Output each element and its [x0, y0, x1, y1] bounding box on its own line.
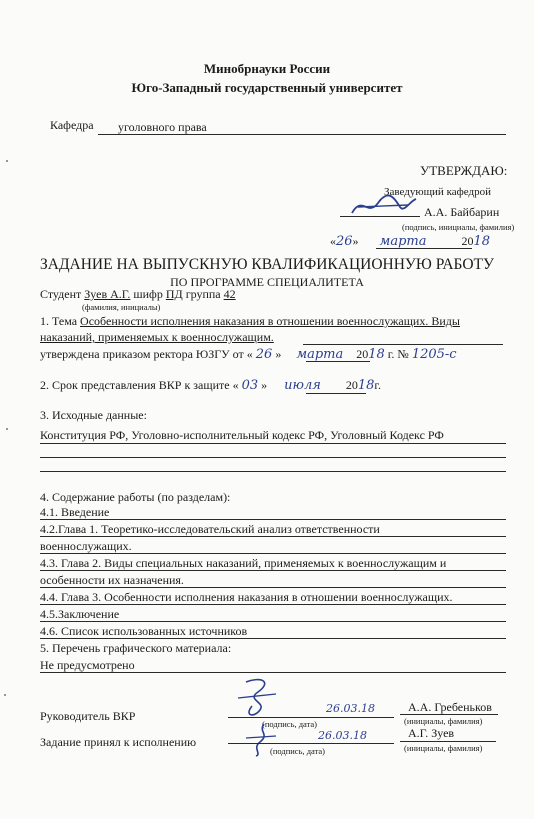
supervisor-sign-caption: (подпись, дата): [262, 719, 318, 729]
student-name: Зуев А.Г.: [84, 287, 131, 301]
topic-underline: [303, 344, 503, 345]
head-title: Заведующий кафедрой: [384, 186, 491, 198]
order-year-prefix: 20: [356, 347, 369, 361]
accepted-name-caption: (инициалы, фамилия): [404, 743, 483, 753]
deadline-text: 2. Срок представления ВКР к защите «: [40, 378, 239, 392]
order-day: 26: [255, 347, 273, 362]
contents-item: военнослужащих.: [40, 539, 132, 553]
document-title: ЗАДАНИЕ НА ВЫПУСКНУЮ КВАЛИФИКАЦИОННУЮ РАБОТУ: [40, 256, 494, 273]
order-no: 1205-с: [411, 347, 457, 362]
topic-label: 1. Тема: [40, 314, 78, 328]
topic-text-1: Особенности исполнения наказания в отношении военнослужащих. Виды: [80, 314, 460, 328]
deadline-month-line: [306, 393, 366, 394]
accepted-signature-line: [228, 743, 394, 744]
deadline-suffix: г.: [374, 378, 381, 392]
approval-year: 18: [473, 234, 491, 249]
graphics-rule: [40, 672, 506, 673]
deadline-day: 03: [241, 378, 259, 393]
head-signature: [348, 193, 418, 219]
approval-month-line: [376, 248, 472, 249]
contents-item: 4.5.Заключение: [40, 607, 120, 621]
accepted-label: Задание принял к исполнению: [40, 735, 197, 749]
contents-rule: [40, 553, 506, 554]
cipher-label: шифр: [133, 287, 163, 301]
approval-year-prefix: 20: [461, 234, 474, 248]
order-no-label: г. №: [387, 347, 409, 361]
scan-speck: [6, 428, 8, 430]
deadline-year: 18: [357, 378, 375, 393]
supervisor-name: А.А. Гребеньков: [408, 700, 492, 714]
student-label: Студент: [40, 287, 82, 301]
contents-item: особенности их назначения.: [40, 573, 184, 587]
deadline-year-prefix: 20: [345, 378, 358, 392]
student-caption: (фамилия, инициалы): [82, 302, 161, 312]
graphics-label: 5. Перечень графического материала:: [40, 641, 232, 655]
supervisor-label: Руководитель ВКР: [40, 709, 136, 723]
topic-line-1: [40, 314, 460, 329]
approval-month: марта: [379, 234, 427, 249]
accepted-name-line: [400, 741, 496, 742]
contents-rule: [40, 519, 506, 520]
university-title: Юго-Западный государственный университет: [131, 80, 403, 95]
supervisor-signature-line: [228, 717, 394, 718]
source-data-value: Конституция РФ, Уголовно-исполнительный кодекс РФ, Уголовный Кодекс РФ: [40, 428, 444, 442]
graphics-value: Не предусмотрено: [40, 658, 135, 672]
cipher-value: ПД: [165, 287, 183, 301]
contents-rule: [40, 587, 506, 588]
contents-rule: [40, 570, 506, 571]
order-year: 18: [368, 347, 385, 362]
approval-day: 26: [336, 234, 353, 249]
supervisor-name-caption: (инициалы, фамилия): [404, 716, 483, 726]
head-caption: (подпись, инициалы, фамилия): [402, 222, 515, 232]
accepted-sign-caption: (подпись, дата): [270, 746, 326, 756]
department-value: уголовного права: [118, 120, 207, 134]
document-subtitle: ПО ПРОГРАММЕ СПЕЦИАЛИТЕТА: [170, 275, 364, 289]
group-label: группа: [185, 287, 221, 301]
group-value: 42: [223, 287, 236, 301]
contents-label: 4. Содержание работы (по разделам):: [40, 490, 231, 504]
source-line-2: [40, 457, 506, 458]
contents-item: 4.2.Глава 1. Теоретико-исследовательский анализ ответственности: [40, 522, 380, 536]
order-month: марта: [296, 347, 344, 362]
supervisor-date: 26.03.18: [326, 702, 375, 715]
student-line: [40, 287, 236, 302]
supervisor-name-line: [400, 714, 498, 715]
deadline-line: 2. Срок представления ВКР к защите « 03 » июля 2018г.: [40, 378, 381, 393]
order-month-line: [306, 361, 370, 362]
contents-rule: [40, 536, 506, 537]
contents-rule: [40, 621, 506, 622]
contents-item: 4.1. Введение: [40, 505, 110, 519]
department-label: Кафедра: [50, 118, 94, 132]
source-line-3: [40, 471, 506, 472]
contents-item: 4.6. Список использованных источников: [40, 624, 248, 638]
deadline-month: июля: [284, 378, 321, 393]
ministry-title: Минобрнауки России: [203, 61, 331, 76]
supervisor-signature: [232, 676, 284, 722]
contents-item: 4.3. Глава 2. Виды специальных наказаний, применяемых к военнослужащим и: [40, 556, 447, 570]
scan-speck: [6, 160, 8, 162]
scan-speck: [4, 694, 6, 696]
accepted-name: А.Г. Зуев: [408, 726, 455, 740]
topic-text-2: наказаний, применяемых к военнослужащим.: [40, 330, 274, 344]
source-data-label: 3. Исходные данные:: [40, 408, 147, 422]
accepted-date: 26.03.18: [318, 729, 367, 742]
contents-rule: [40, 604, 506, 605]
order-line: утверждена приказом ректора ЮЗГУ от « 26 » марта 2018 г. № 1205-с: [40, 347, 457, 362]
head-name: А.А. Байбарин: [424, 205, 500, 219]
contents-item: 4.4. Глава 3. Особенности исполнения наказания в отношении военнослужащих.: [40, 590, 453, 604]
order-text: утверждена приказом ректора ЮЗГУ от «: [40, 347, 253, 361]
approval-date: «26» марта 2018: [330, 234, 491, 249]
source-line-1: [40, 443, 506, 444]
approval-heading: УТВЕРЖДАЮ:: [420, 163, 508, 178]
contents-rule: [40, 638, 506, 639]
